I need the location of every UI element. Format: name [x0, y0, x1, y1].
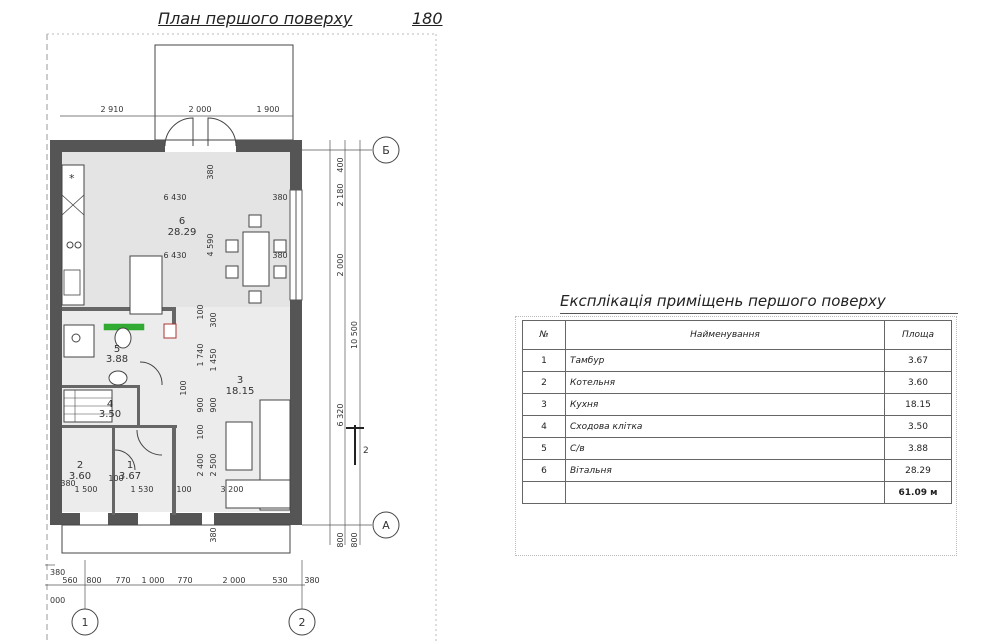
dim-int-6: 380 [206, 164, 215, 180]
dim-int-4: 380 [272, 251, 288, 260]
dim-bottom-2: 800 [86, 576, 102, 585]
row-name: Котельня [566, 372, 885, 394]
dim-int-11: 100 [179, 380, 188, 396]
dim-int-7: 1 740 [196, 343, 205, 367]
room-6-area: 28.29 [167, 227, 197, 238]
room-1-num: 1 [126, 460, 134, 471]
table-header-row [523, 321, 952, 350]
dim-int-8: 1 450 [209, 348, 218, 372]
row-area: 3.67 [885, 350, 952, 372]
room-1-area: 3.67 [118, 471, 142, 482]
dim-int-5: 4 590 [206, 233, 215, 257]
dim-right-3: 2 000 [336, 253, 345, 277]
dim-int-2: 380 [272, 193, 288, 202]
header-area: Площа [885, 321, 952, 350]
row-num: 6 [523, 460, 566, 482]
dim-bottom-3: 770 [115, 576, 131, 585]
plan-title: План першого поверху [158, 9, 353, 28]
room-4-area: 3.50 [98, 409, 122, 420]
axis-label-a: А [382, 519, 390, 532]
explication-table [522, 320, 952, 504]
table-row [523, 350, 952, 372]
dim-int-16: 100 [196, 304, 205, 320]
wall-top-right [236, 140, 302, 152]
row-name: Вітальня [566, 460, 885, 482]
row-num: 5 [523, 438, 566, 460]
dim-bottom-6: 2 000 [222, 576, 246, 585]
wall-bottom-1 [50, 513, 80, 525]
row-name: Сходова клітка [566, 416, 885, 438]
dim-right-5: 6 320 [336, 403, 345, 427]
row-area: 3.60 [885, 372, 952, 394]
dim-int-22: 100 [108, 474, 124, 483]
explication-title: Експлікація приміщень першого поверху [560, 292, 886, 310]
room-5-area: 3.88 [105, 354, 129, 365]
dim-right-2: 2 180 [336, 183, 345, 207]
wall-top-left [50, 140, 165, 152]
dim-bottom-8: 380 [304, 576, 320, 585]
dim-bottom-small-1: 380 [50, 568, 66, 577]
dim-right-6: 800 [336, 532, 345, 548]
dim-int-17: 1 500 [74, 485, 98, 494]
axis-label-1: 1 [81, 616, 89, 629]
wall-left [50, 140, 62, 525]
row-area: 3.50 [885, 416, 952, 438]
header-num: № [523, 321, 566, 350]
plan-level: 180 [412, 9, 443, 28]
dim-int-23: 380 [209, 527, 218, 543]
dim-right-7: 800 [350, 532, 359, 548]
header-name: Найменування [566, 321, 885, 350]
row-num: 2 [523, 372, 566, 394]
total-area: 61.09 м [885, 482, 952, 504]
dim-int-21: 380 [60, 479, 76, 488]
dim-int-20: 3 200 [220, 485, 244, 494]
dim-int-13: 2 400 [196, 453, 205, 477]
table-row [523, 372, 952, 394]
dim-bottom-4: 1 000 [141, 576, 165, 585]
row-area: 3.88 [885, 438, 952, 460]
room-2-area: 3.60 [68, 471, 92, 482]
table-row [523, 416, 952, 438]
dim-top-3: 1 900 [256, 105, 280, 114]
row-num: 4 [523, 416, 566, 438]
dim-int-9: 900 [196, 397, 205, 413]
wall-bottom-4 [214, 513, 302, 525]
dim-top-1: 2 910 [100, 105, 124, 114]
row-name: С/в [566, 438, 885, 460]
dim-int-19: 100 [176, 485, 192, 494]
room-2-num: 2 [76, 460, 84, 471]
dim-int-15: 300 [209, 312, 218, 328]
dim-bottom-7: 530 [272, 576, 288, 585]
table-row [523, 394, 952, 416]
row-name: Тамбур [566, 350, 885, 372]
room-5-num: 5 [113, 344, 121, 355]
table-row [523, 438, 952, 460]
dim-bottom-5: 770 [177, 576, 193, 585]
room-3-num: 3 [236, 375, 244, 386]
dim-int-14: 2 500 [209, 453, 218, 477]
row-area: 28.29 [885, 460, 952, 482]
svg-text:*: * [69, 172, 75, 185]
row-area: 18.15 [885, 394, 952, 416]
dim-int-18: 1 530 [130, 485, 154, 494]
dim-int-1: 6 430 [163, 193, 187, 202]
dim-right-4: 10 500 [350, 321, 359, 349]
room-6-num: 6 [178, 216, 186, 227]
dim-int-3: 6 430 [163, 251, 187, 260]
row-num: 3 [523, 394, 566, 416]
dim-right-1: 400 [336, 157, 345, 173]
table-row [523, 460, 952, 482]
dim-bottom-small-2: 000 [50, 596, 66, 605]
row-name: Кухня [566, 394, 885, 416]
dim-top-2: 2 000 [188, 105, 212, 114]
room-3-area: 18.15 [225, 386, 255, 397]
axis-label-2: 2 [298, 616, 306, 629]
section-mark-label: 2 [363, 446, 369, 456]
dim-int-12: 100 [196, 424, 205, 440]
row-num: 1 [523, 350, 566, 372]
axis-label-b: Б [382, 144, 390, 157]
table-total-row [523, 482, 952, 504]
dim-bottom-1: 560 [62, 576, 78, 585]
room-4-num: 4 [106, 399, 114, 410]
dim-int-10: 900 [209, 397, 218, 413]
